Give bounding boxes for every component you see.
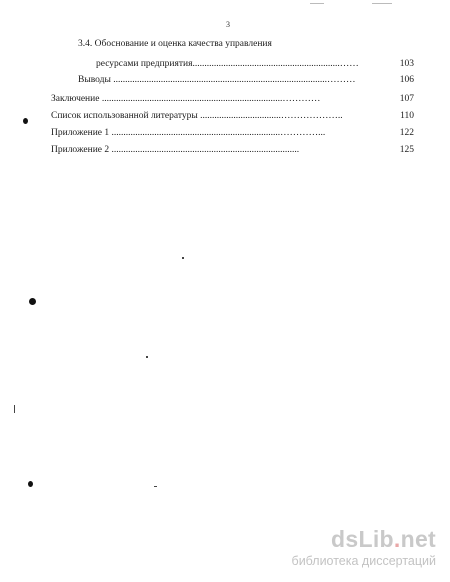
toc-page-number: 107 xyxy=(399,94,414,104)
toc-entry-bibliography: Список использованной литературы ..................................……………….. xyxy=(51,111,343,121)
scan-dot xyxy=(154,486,157,487)
scan-dot xyxy=(146,356,148,358)
toc-page-number: 110 xyxy=(400,111,414,121)
toc-entry-appendix-1: Приложение 1 .......................................................................…………... xyxy=(51,128,326,138)
toc-entry-3-4-title: 3.4. Обоснование и оценка качества управления xyxy=(78,39,272,49)
toc-page-number: 125 xyxy=(399,145,414,155)
watermark-caption: библиотека диссертаций xyxy=(291,554,436,568)
toc-entry-conclusions: Выводы ..........................................................................................……… xyxy=(78,75,356,85)
watermark-logo: dsLib.net xyxy=(331,526,436,552)
scan-edge-mark xyxy=(310,3,324,4)
toc-page-number: 106 xyxy=(399,75,414,85)
page-number: 3 xyxy=(226,20,230,29)
scan-speck xyxy=(29,298,36,305)
toc-entry-conclusion: Заключение ............................................................................………… xyxy=(51,94,321,104)
toc-page-number: 103 xyxy=(399,59,414,69)
scan-speck xyxy=(28,481,33,487)
toc-entry-appendix-2: Приложение 2 ............................................................................... xyxy=(51,145,300,155)
scan-edge-mark xyxy=(14,405,15,413)
site-watermark xyxy=(256,526,436,576)
scan-dot xyxy=(182,257,184,259)
toc-entry-3-4-continued: ресурсами предприятия..............................................................…… xyxy=(96,59,359,69)
toc-page-number: 122 xyxy=(399,128,414,138)
scan-speck xyxy=(23,118,28,124)
scan-edge-mark xyxy=(372,3,392,4)
